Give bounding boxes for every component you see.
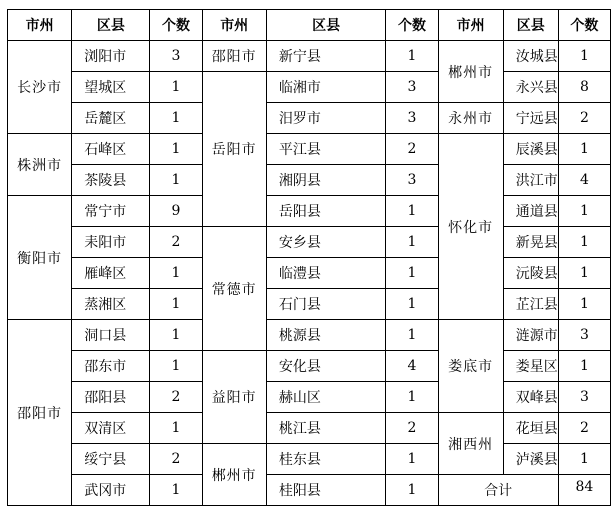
statistics-table-container: [7, 9, 611, 506]
county-cell: 临湘市: [266, 72, 386, 103]
header-city-3: 市州: [438, 10, 503, 41]
table-row: [8, 165, 611, 196]
count-cell: 1: [386, 382, 438, 413]
count-cell: 1: [150, 258, 202, 289]
count-cell: 1: [150, 134, 202, 165]
county-cell: 双清区: [72, 413, 150, 444]
county-cell: 岳阳县: [266, 196, 386, 227]
count-cell: 1: [558, 289, 610, 320]
county-cell: 泸溪县: [503, 444, 558, 475]
county-cell: 邵阳县: [72, 382, 150, 413]
count-cell: 1: [386, 196, 438, 227]
table-row: [8, 444, 611, 475]
table-row: [8, 413, 611, 444]
count-cell: 1: [386, 475, 438, 506]
table-row: [8, 103, 611, 134]
count-cell: 1: [150, 103, 202, 134]
county-cell: 新宁县: [266, 41, 386, 72]
table-row: [8, 196, 611, 227]
count-cell: 2: [558, 413, 610, 444]
county-cell: 双峰县: [503, 382, 558, 413]
county-cell: 娄星区: [503, 351, 558, 382]
count-cell: 3: [150, 41, 202, 72]
county-cell: 桂阳县: [266, 475, 386, 506]
city-cell: 益阳市: [202, 351, 266, 444]
count-cell: 3: [558, 320, 610, 351]
county-cell: 桃源县: [266, 320, 386, 351]
city-cell: 娄底市: [438, 320, 503, 413]
county-cell: 安乡县: [266, 227, 386, 258]
county-cell: 武冈市: [72, 475, 150, 506]
county-cell: 常宁市: [72, 196, 150, 227]
county-cell: 临澧县: [266, 258, 386, 289]
city-cell: 永州市: [438, 103, 503, 134]
city-cell: 邵阳市: [202, 41, 266, 72]
county-cell: 花垣县: [503, 413, 558, 444]
count-cell: 2: [150, 444, 202, 475]
header-city-1: 市州: [8, 10, 72, 41]
county-cell: 洞口县: [72, 320, 150, 351]
count-cell: 1: [558, 351, 610, 382]
county-cell: 岳麓区: [72, 103, 150, 134]
count-cell: 3: [386, 165, 438, 196]
county-cell: 绥宁县: [72, 444, 150, 475]
county-cell: 桃江县: [266, 413, 386, 444]
count-cell: 1: [150, 289, 202, 320]
county-cell: 邵东市: [72, 351, 150, 382]
city-cell: 郴州市: [202, 444, 266, 506]
count-cell: 2: [386, 134, 438, 165]
count-cell: 4: [386, 351, 438, 382]
header-count-2: 个数: [386, 10, 438, 41]
table-row: [8, 289, 611, 320]
county-count-table: [7, 9, 611, 506]
county-cell: 安化县: [266, 351, 386, 382]
header-count-3: 个数: [558, 10, 610, 41]
count-cell: 1: [386, 41, 438, 72]
count-cell: 2: [386, 413, 438, 444]
count-cell: 1: [386, 289, 438, 320]
table-row: [8, 382, 611, 413]
count-cell: 1: [386, 227, 438, 258]
count-cell: 9: [150, 196, 202, 227]
count-cell: 1: [150, 72, 202, 103]
county-cell: 耒阳市: [72, 227, 150, 258]
count-cell: 3: [558, 382, 610, 413]
county-cell: 通道县: [503, 196, 558, 227]
total-label: 合计: [438, 475, 558, 506]
table-row: [8, 72, 611, 103]
count-cell: 2: [558, 103, 610, 134]
city-cell: 岳阳市: [202, 72, 266, 227]
table-row: [8, 134, 611, 165]
city-cell: 常德市: [202, 227, 266, 351]
count-cell: 1: [150, 165, 202, 196]
count-cell: 3: [386, 72, 438, 103]
count-cell: 1: [558, 196, 610, 227]
count-cell: 1: [558, 134, 610, 165]
total-value: 84: [558, 475, 610, 506]
header-county-3: 区县: [503, 10, 558, 41]
table-row: [8, 320, 611, 351]
county-cell: 石峰区: [72, 134, 150, 165]
count-cell: 4: [558, 165, 610, 196]
county-cell: 涟源市: [503, 320, 558, 351]
city-cell: 株洲市: [8, 134, 72, 196]
county-cell: 芷江县: [503, 289, 558, 320]
county-cell: 辰溪县: [503, 134, 558, 165]
count-cell: 2: [150, 382, 202, 413]
city-cell: 怀化市: [438, 134, 503, 320]
count-cell: 1: [558, 227, 610, 258]
table-row: [8, 41, 611, 72]
county-cell: 赫山区: [266, 382, 386, 413]
header-county-1: 区县: [72, 10, 150, 41]
table-row: [8, 258, 611, 289]
count-cell: 1: [558, 258, 610, 289]
county-cell: 沅陵县: [503, 258, 558, 289]
city-cell: 郴州市: [438, 41, 503, 103]
header-row: [8, 10, 611, 41]
table-row: [8, 475, 611, 506]
table-row: [8, 351, 611, 382]
county-cell: 平江县: [266, 134, 386, 165]
count-cell: 1: [386, 320, 438, 351]
header-county-2: 区县: [266, 10, 386, 41]
county-cell: 永兴县: [503, 72, 558, 103]
count-cell: 1: [150, 320, 202, 351]
count-cell: 1: [386, 444, 438, 475]
city-cell: 衡阳市: [8, 196, 72, 320]
county-cell: 望城区: [72, 72, 150, 103]
county-cell: 新晃县: [503, 227, 558, 258]
county-cell: 洪江市: [503, 165, 558, 196]
city-cell: 湘西州: [438, 413, 503, 475]
header-city-2: 市州: [202, 10, 266, 41]
county-cell: 蒸湘区: [72, 289, 150, 320]
count-cell: 1: [386, 258, 438, 289]
county-cell: 雁峰区: [72, 258, 150, 289]
city-cell: 长沙市: [8, 41, 72, 134]
count-cell: 2: [150, 227, 202, 258]
count-cell: 1: [558, 41, 610, 72]
count-cell: 3: [386, 103, 438, 134]
county-cell: 石门县: [266, 289, 386, 320]
table-row: [8, 227, 611, 258]
count-cell: 1: [150, 413, 202, 444]
header-count-1: 个数: [150, 10, 202, 41]
count-cell: 1: [150, 351, 202, 382]
county-cell: 汝城县: [503, 41, 558, 72]
county-cell: 湘阴县: [266, 165, 386, 196]
county-cell: 汨罗市: [266, 103, 386, 134]
county-cell: 浏阳市: [72, 41, 150, 72]
county-cell: 宁远县: [503, 103, 558, 134]
count-cell: 8: [558, 72, 610, 103]
count-cell: 1: [150, 475, 202, 506]
city-cell: 邵阳市: [8, 320, 72, 506]
count-cell: 1: [558, 444, 610, 475]
county-cell: 茶陵县: [72, 165, 150, 196]
county-cell: 桂东县: [266, 444, 386, 475]
